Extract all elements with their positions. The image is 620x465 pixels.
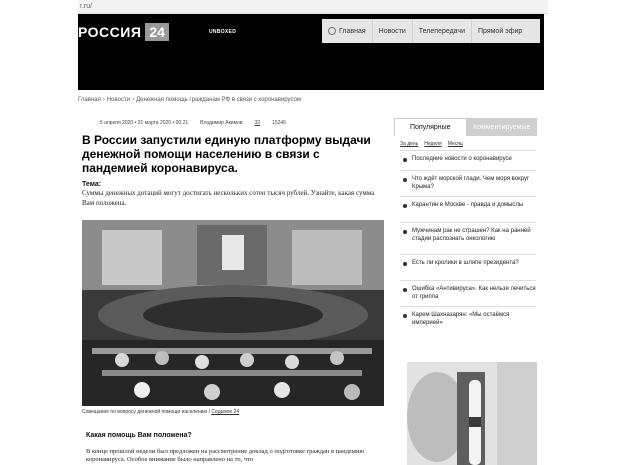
views-count: 15246: [272, 120, 286, 126]
nav-home[interactable]: [322, 19, 373, 43]
section-heading: Какая помощь Вам положена?: [86, 432, 192, 439]
list-item[interactable]: Ошибка «Антивируса». Как нельзя лечиться от гриппа: [400, 280, 536, 306]
article-photo: [82, 220, 384, 406]
comments-count[interactable]: 32: [254, 120, 261, 126]
nav-home-label: Главная: [339, 27, 366, 35]
theme-label: Тема:: [82, 181, 102, 188]
list-item[interactable]: Последние новости о коронавирусе: [400, 150, 536, 170]
nav-news[interactable]: Новости: [373, 19, 413, 43]
tab-commented[interactable]: Комментируемые: [467, 118, 538, 136]
popular-list: [400, 150, 536, 330]
breadcrumb-news[interactable]: Новости: [106, 97, 131, 103]
logo-number: 24: [145, 23, 169, 41]
meeting-hall-image: [82, 220, 384, 406]
header-subtitle: UNBOXED: [209, 29, 237, 35]
list-item[interactable]: Карантин в Москве - правда и домыслы: [400, 196, 536, 222]
top-nav: [322, 19, 540, 43]
photo-caption-text: Совещание по вопросу денежной помощи населению: [82, 409, 208, 415]
article-body: В конце прошлой недели был предложен на рассмотрение доклад о подготовке граждан в пандемию коронавируса. Особое внимание было направлено на то, что: [86, 448, 365, 463]
list-item[interactable]: Что ждёт морской глади. Чем моря вокруг Крыма?: [400, 170, 536, 196]
site-logo[interactable]: [78, 23, 169, 41]
photo-caption: Совещание по вопросу денежной помощи населению / Седьмое 24: [82, 409, 240, 415]
article-title: В России запустили единую платформу выдачи денежной помощи населению в связи с пандемией коронавируса.: [82, 133, 371, 175]
nav-live[interactable]: Прямой эфир: [477, 27, 523, 35]
list-item[interactable]: Есть ли кролики в шляпе президента?: [400, 254, 536, 280]
nav-tv-shows[interactable]: Телепередачи: [413, 19, 472, 43]
test-tube-ad-image: [407, 362, 537, 465]
period-month[interactable]: Месяц: [447, 141, 463, 147]
site-header: [78, 14, 544, 90]
article-meta: [100, 120, 286, 126]
tab-popular[interactable]: Популярные: [394, 118, 467, 136]
breadcrumb-home[interactable]: Главная: [78, 97, 101, 103]
address-bar[interactable]: r.ru/: [78, 0, 548, 14]
sidebar-tabs: [394, 118, 537, 136]
home-icon: [328, 27, 336, 35]
photo-source[interactable]: Седьмое 24: [211, 409, 240, 415]
period-filter: [400, 141, 463, 147]
list-item[interactable]: Мужчинам рак не страшен? Как на ранней стадии распознать онкологию: [400, 222, 536, 254]
logo-name: РОССИЯ: [78, 24, 142, 40]
article-lead: Суммы денежных дотаций могут достигать нескольких сотен тысяч рублей. Узнайте, какая сумма Вам положена.: [82, 189, 375, 207]
breadcrumb: Главная › Новости › Денежная помощь гражданам РФ в связи с коронавирусом: [78, 97, 302, 103]
ad-banner[interactable]: [407, 362, 537, 465]
breadcrumb-current: Денежная помощь гражданам РФ в связи с коронавирусом: [136, 97, 302, 103]
article-author[interactable]: Владимир Акимов: [200, 120, 243, 126]
period-day[interactable]: За день: [400, 141, 419, 147]
period-week[interactable]: Неделя: [424, 141, 442, 147]
article-dates: 5 апреля 2020 • 21 марта 2020 • 00:21: [100, 120, 189, 126]
list-item[interactable]: Карем Шахназарян: «Мы остаёмся империей»: [400, 306, 536, 330]
